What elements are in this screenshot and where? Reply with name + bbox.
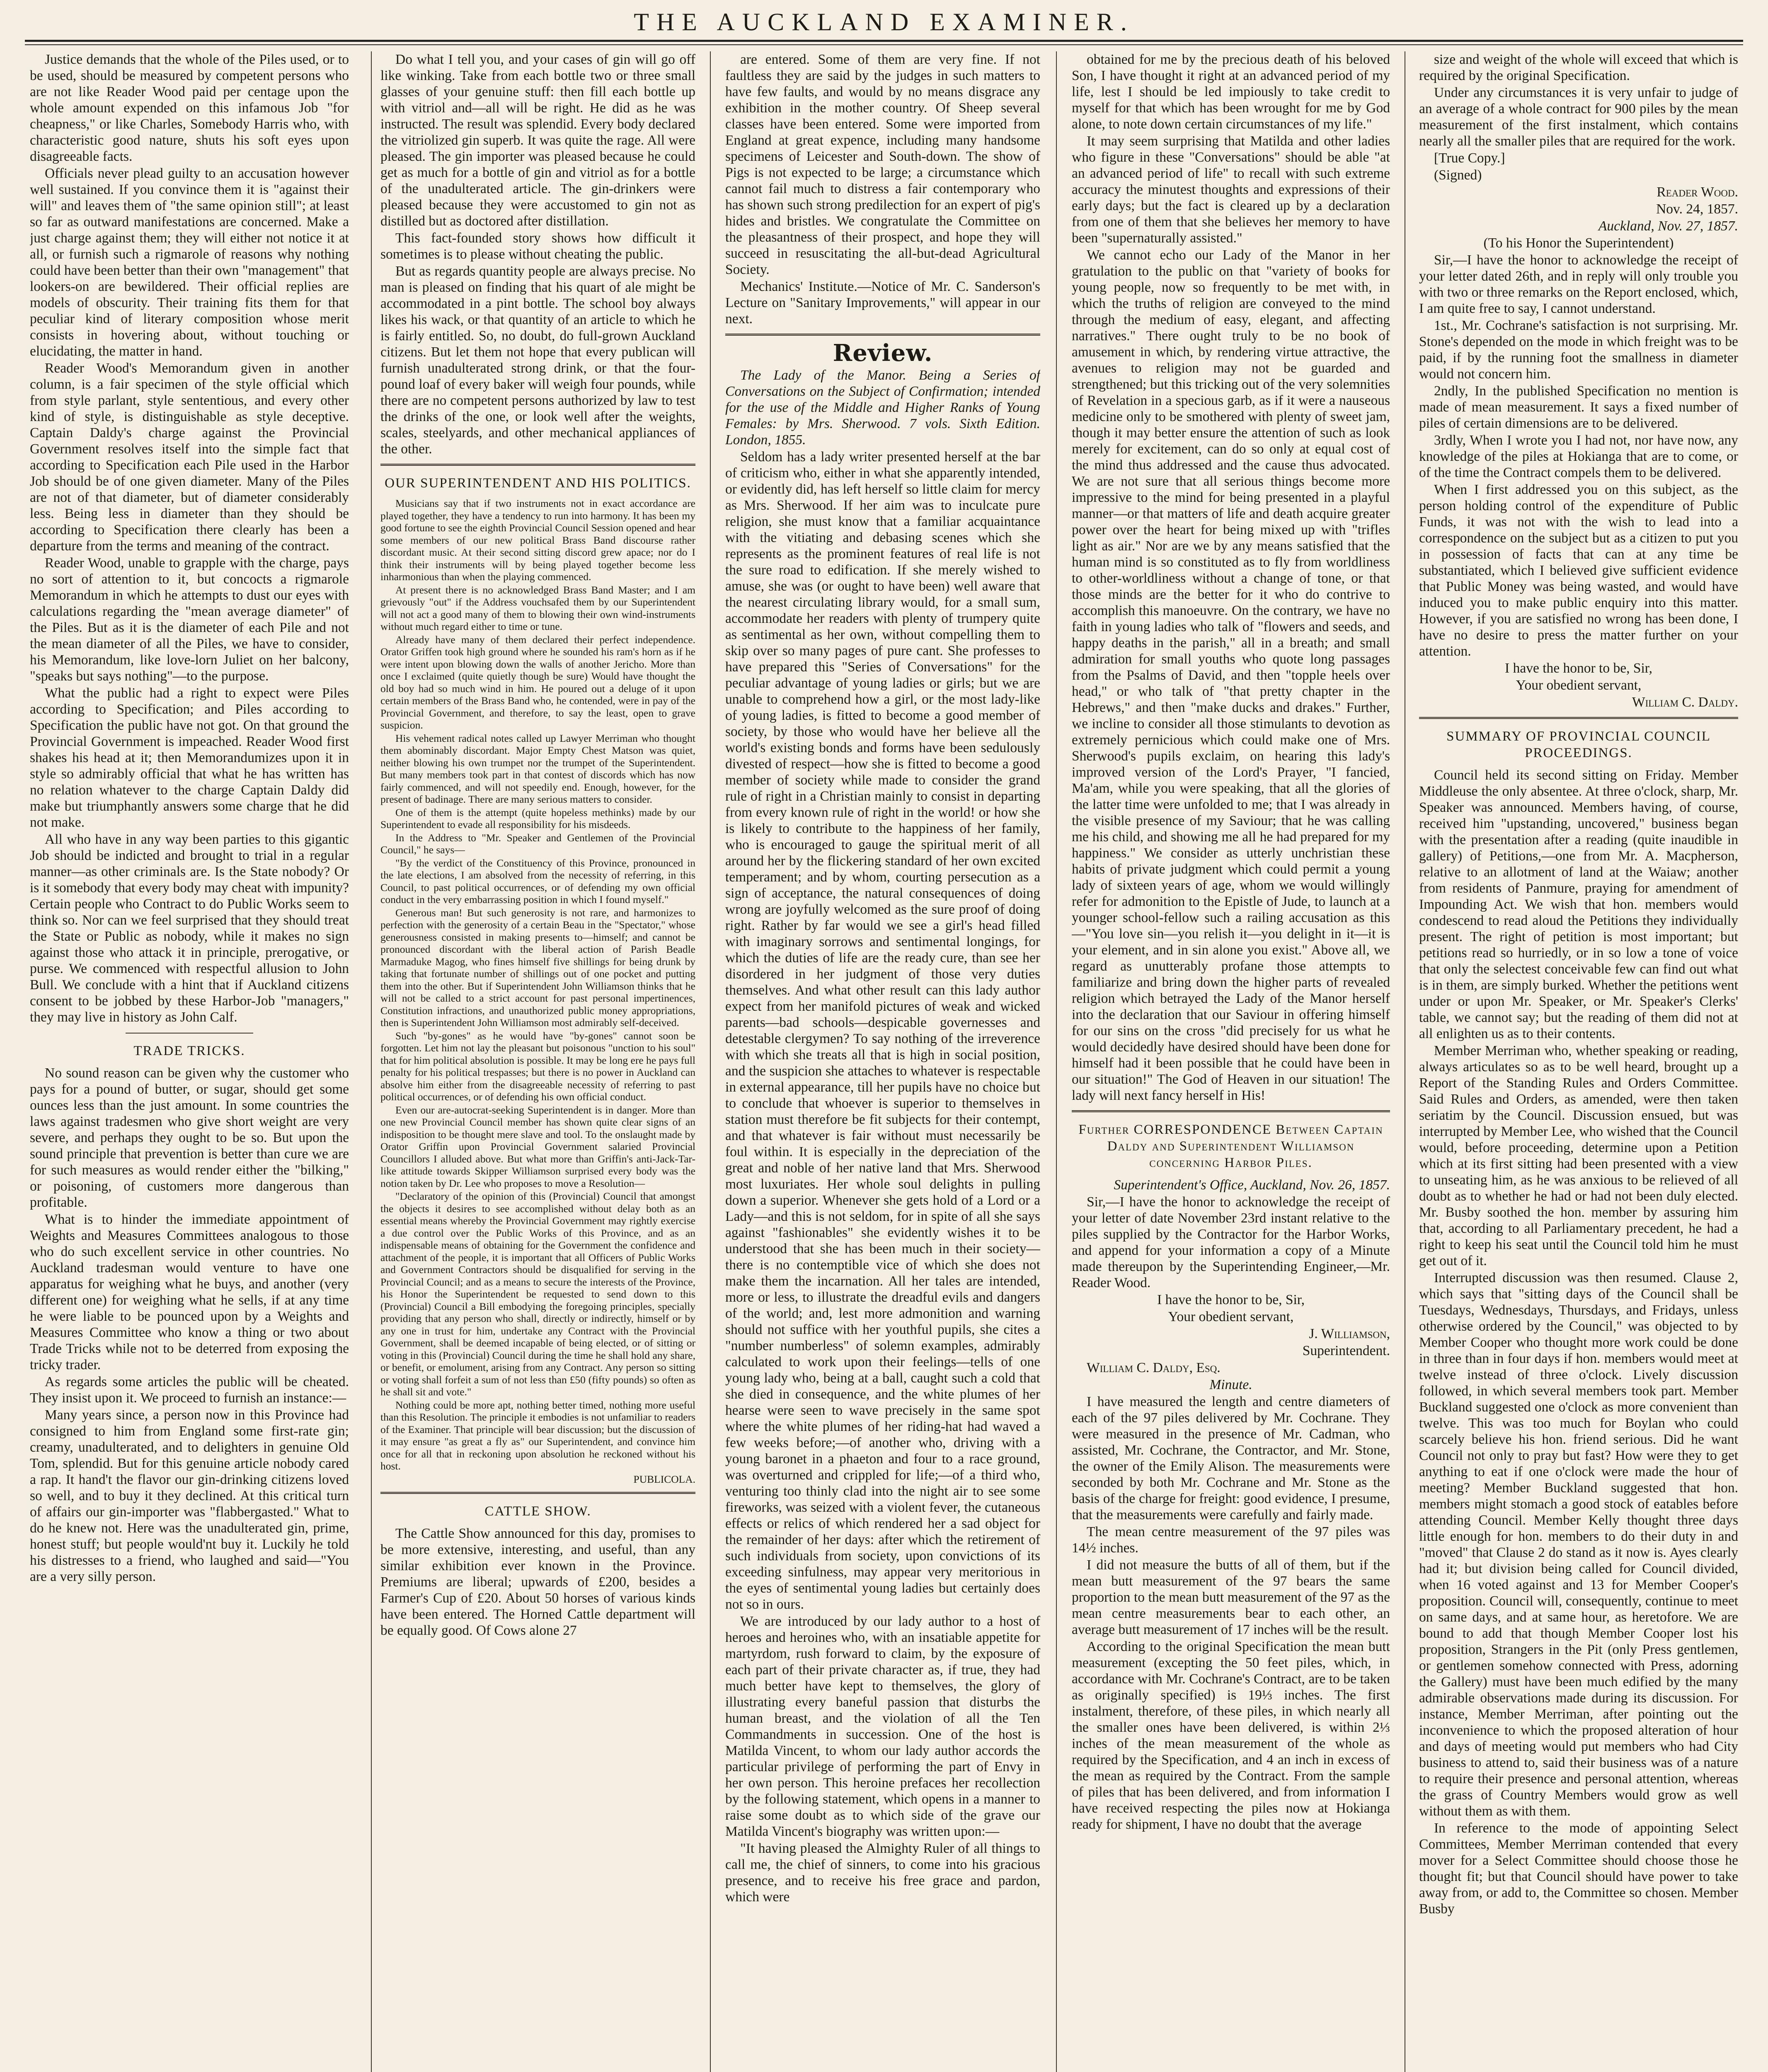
paragraph: Council held its second sitting on Friday. Member Middleuse the only absentee. At three o'clock, sharp, Mr. Speaker was announced. Members having, of course, received him "upstanding, uncovered," business began with the presentation after a reading (quite inaudible in gallery) of Petitions,—one from Mr. A. Macpherson, relative to an allotment of land at the Waiaw; another from residents of Panmure, praying for amendment of Impounding Act. We wish that hon. members would condescend to read aloud the Petitions they individually present. The right of petition is most important; but petitions read so hurriedly, or in so low a tone of voice that only the selectest conceivable few can find out what is in them, are simply burked. Whether the petitions went under or upon Mr. Speaker, or Mr. Speaker's Clerks' table, we cannot say; but the reading of them did not at all enlighten us as to their contents. xyxy=(1419,767,1738,1041)
signature-title: Superintendent. xyxy=(1302,1343,1390,1358)
paragraph: All who have in any way been parties to this gigantic Job should be indicted and brought to trial in a regular manner—as other criminals are. Is the State nobody? Or is it somebody that every body may cheat with impunity? Certain people who Contract to do Public Works seem to think so. Nor can we feel surprised that they should treat the State or Public as nobody, while it makes no sign against those who attack it in principle, prerogative, or purse. We commenced with respectful allusion to John Bull. We conclude with a hint that if Auckland citizens consent to be jobbed by these Harbor-Job "managers," they may live in history as John Calf. xyxy=(30,832,349,1025)
paragraph: This fact-founded story shows how difficult it sometimes is to please without cheating the public. xyxy=(380,230,695,262)
paragraph: 2ndly, In the published Specification no mention is made of mean measurement. It says a fixed number of piles of certain dimensions are to be delivered. xyxy=(1419,383,1738,431)
letter-small-type xyxy=(380,497,695,1485)
paragraph: In the Address to "Mr. Speaker and Gentlemen of the Provincial Council," he says— xyxy=(380,831,695,856)
paragraph: When I first addressed you on this subject, as the person holding control of the expenditure of Public Funds, it was not with the wish to lead into a correspondence on the subject but as a citizen to put you in possession of facts that can at any time be substantiated, which I believed give sufficient evidence that Public Money was being wasted, and would have induced you to make public enquiry into this matter. However, if you are satisfied no wrong has been done, I have no desire to press the matter further on your attention. xyxy=(1419,482,1738,659)
true-copy: [True Copy.] xyxy=(1434,150,1505,166)
section-rule xyxy=(380,1492,695,1494)
section-rule xyxy=(1072,1110,1390,1112)
section-rule xyxy=(1419,717,1738,719)
masthead-rule xyxy=(25,40,1743,45)
paragraph: Seldom has a lady writer presented herself at the bar of criticism who, either in what she apparently intended, or evidently did, has left herself so little claim for mercy as Mrs. Sherwood. If her aim was to inculcate pure religion, she must know that a familiar acquaintance with the vitiating and debasing scenes which she represents as the prominent features of real life is not the sure road to edification. If she merely wished to amuse, she was (or ought to have been) well aware that the nearest circulating library would, for a small sum, accommodate her readers with plenty of trumpery quite as sentimental as her own, without compelling them to skip over so many pages of pure cant. She professes to have prepared this "Series of Conversations" for the peculiar advantage of young ladies or girls; but we are unable to comprehend how a girl, or the most lady-like of young ladies, is fitted to become a good member of society, by those who would have her believe all the world's existing bonds and forms have been sedulously divested of respect—how she is fitted to become a good member of society while made to consider the grand rule of right in a Christian mainly to consist in departing from every known rule of right in the world! or how she is likely to contribute to the happiness of her family, who is encouraged to gauge the spiritual merit of all around her by the flickering standard of her own excited temperament; and by whom, courting persecution as a sign of acceptance, the natural consequences of doing wrong are joyfully welcomed as the sure proof of doing right. Rather by far would we see a girl's head filled with imaginary sorrows and sentimental longings, for which the duties of life are the ready cure, than see her disordered in her judgment of those very duties themselves. And what other result can this lady author expect from her manifold pictures of weak and wicked parents—bad schools—despicable governesses and detestable clergymen? To say nothing of the irreverence with which she treats all that is high in social position, and the suspicion she attaches to whatever is respectable in external appearance, till her pupils have no choice but to conclude that whoever is superior to themselves in station must therefore be fit subjects for their contempt, and that whatever is fair without must necessarily be foul within. It is especially in the depreciation of the great and noble of her native land that Mrs. Sherwood most luxuriates. Her whole soul delights in pulling down a superior. Whenever she gets hold of a Lord or a Lady—and this is not seldom, for in spite of all she says against "fashionables" she evidently wishes it to be understood that she has been much in their society—there is no contemptible vice of which she does not make them the incarnation. All her tales are intended, more or less, to illustrate the dreadful evils and dangers of the world; and, lest more admonition and warning should not suffice with her youthful pupils, she cites a "number numberless" of solemn examples, admirably calculated to work upon their feelings—tells of one young lady who, being at a ball, caught such a cold that she died in consequence, and the white plumes of her hearse were seen to wave precisely in the same spot where the white plumes of her riding-hat had waved a few weeks before;—of another who, driving with a young baronet in a phaeton and four to a race ground, was overturned and crippled for life;—of a third who, venturing too thinly clad into the night air to see some fireworks, was seized with a violent fever, the cutaneous effects or relics of which rendered her a sad object for the remainder of her days: after which the retirement of such individuals from society, upon convictions of its exceeding sinfulness, may appear very meritorious in the eyes of sentimental young ladies but certainly does not so in ours. xyxy=(725,449,1040,1612)
closing: Your obedient servant, xyxy=(1516,678,1642,693)
signature-date: Nov. 24, 1857. xyxy=(1656,201,1738,217)
paragraph: obtained for me by the precious death of his beloved Son, I have thought it right at an advanced period of my life, lest I should be led impiously to take credit to myself for that which has been wrought for me by God alone, to note down certain circumstances of my life." xyxy=(1072,52,1390,132)
signed-label: (Signed) xyxy=(1434,167,1482,183)
signature: William C. Daldy. xyxy=(1632,695,1738,710)
addressee: William C. Daldy, Esq. xyxy=(1087,1360,1221,1375)
paragraph: The mean centre measurement of the 97 piles was 14½ inches. xyxy=(1072,1524,1390,1556)
paragraph: What the public had a right to expect were Piles according to Specification; and Piles according to Specification the public have not got. On that ground the Provincial Government is impeached. Reader Wood first shakes his head at it; then Memorandumizes upon it in style so admirably official that what he has written has no relation whatever to the charge Captain Daldy did make but triumphantly answers some charge that he did not make. xyxy=(30,685,349,830)
minute-heading: Minute. xyxy=(1209,1377,1252,1392)
paragraph: Under any circumstances it is very unfair to judge of an average of a whole contract for 900 piles by the mean measurement of the first instalment, which contains nearly all the smaller piles that are required for the work. xyxy=(1419,85,1738,149)
column-2 xyxy=(380,51,695,2072)
addressee: (To his Honor the Superintendent) xyxy=(1483,235,1674,251)
paragraph: But as regards quantity people are always precise. No man is pleased on finding that his quart of ale might be accommodated in a pint bottle. The school boy always likes his wack, or that quantity of an article to which he is fairly entitled. So, no doubt, do full-grown Auckland citizens. But let them not hope that every publican will furnish unadulterated strong drink, or that the four-pound loaf of every baker will weigh four pounds, while there are no competent persons authorized by law to test the drinks of the one, or look well after the weights, scales, steelyards, and other mechanical appliances of the other. xyxy=(380,264,695,457)
quotation: "It having pleased the Almighty Ruler of all things to call me, the chief of sinners, to come into his gracious presence, and to receive his free grace and pardon, which were xyxy=(725,1841,1040,1905)
paragraph: Mechanics' Institute.—Notice of Mr. C. Sanderson's Lecture on "Sanitary Improvements," will appear in our next. xyxy=(725,279,1040,327)
closing: Your obedient servant, xyxy=(1168,1309,1294,1324)
paragraph: We cannot echo our Lady of the Manor in her gratulation to the public on that "variety of books for young people, now so frequently to be met with, in which the truths of religion are conveyed to the mind through the medium of easy, elegant, and affecting narratives." There ought truly to be no book of amusement in which, by rendering virtue attractive, the avenues to religion may not be guarded and strengthened; but this tricking out of the very solemnities of Revelation in a specious garb, as if it were a nauseous medicine only to be smothered with plenty of sweet jam, though it may better ensure the attention of such as look merely for excitement, can do so only at equal cost of the mind thus addressed and the cause thus advocated. We are not sure that all serious things become more impressive to the mind for being presented in a playful manner—or that matters of life and death acquire greater power over the heart for being mixed up with "trifles light as air." Nor are we by any means satisfied that the human mind is so constituted as to fly from worldliness to other-worldliness without a change of tone, or that those minds are the better for it who do contrive to accomplish this manoeuvre. On the contrary, we have no faith in young ladies who talk of "flowers and seeds, and happy deaths in the parish," all in a breath; and small admiration for small youths who quote long passages from the Psalms of David, and then "topple heels over head," or who talk of "that pretty chapter in the Hebrews," and then "make ducks and drakes." Further, we incline to consider all those stimulants to devotion as extremely pernicious which could make one of Mrs. Sherwood's pupils exclaim, on hearing this lady's improved version of the Lord's Prayer, "I fancied, Ma'am, while you were speaking, that all the glories of the latter time were unfolded to me; that I was already in the visible presence of my Saviour; that he was calling me his child, and showing me all he had prepared for my happiness." We consider as utterly unchristian these habits of private judgment which could permit a young lady of sixteen years of age, whom we would willingly refer for admonition to the Epistle of Jude, to launch at a younger school-fellow such a railing accusation as this—"You love sin—you relish it—you delight in it—it is your element, and in sin alone you exist." Above all, we regard as unutterably profane those attempts to familiarize and bring down the higher parts of revealed religion which betrayed the Lady of the Manor herself into the declaration that our Saviour in offering himself for our sins on the cross "did precisely for us what he would decidedly have desired should have been done for himself had it been possible that he could have been in our situation!" The God of Heaven in our situation! The lady will next fancy herself in His! xyxy=(1072,247,1390,1103)
quotation: "By the verdict of the Constituency of this Province, pronounced in the late elections, I am absolved from the necessity of referring, in this Council, to past political occurrences, or of defending my own official conduct in the very embarrassing position in which I found myself." xyxy=(380,857,695,905)
paragraph: Interrupted discussion was then resumed. Clause 2, which says that "sitting days of the Council shall be Tuesdays, Wednesdays, Thursdays, and Fridays, unless otherwise ordered by the Council," was objected to by Member Cooper who thought more work could be done in three than in four days if hon. members would meet at twelve instead of three o'clock. Lively discussion followed, in which several members took part. Member Buckland suggested one o'clock as more convenient than twelve. This was too much for Boylan who could scarcely believe his hon. friend serious. Did he want Council not only to pray but fast? How were they to get anything to eat if one o'clock were made the hour of meeting? Member Buckland suggested that hon. members might stomach a good stock of eatables before attending Council. Member Kelly thought three days little enough for hon. members to do their duty in and "moved" that Clause 2 do stand as it now is. Ayes clearly had it; but division being called for Council divided, when 16 voted against and 13 for Member Cooper's proposition. Council will, consequently, continue to meet on same days, and at same hour, as heretofore. We are bound to add that though Member Cooper lost his proposition, Strangers in the Pit (only Press gentlemen, or gentlemen somehow connected with Press, adorning the Gallery) must have been much edified by the many admirable observations made during its discussion. For instance, Member Merriman, after pointing out the inconvenience to which the proposed alteration of hour and days of meeting would put members who had City business to attend to, said their business was of a nature to require their presence and personal attention, whereas the grass of Country Members would grow as well without them as with them. xyxy=(1419,1270,1738,1819)
masthead: THE AUCKLAND EXAMINER. xyxy=(634,8,1134,36)
paragraph: Such "by-gones" as he would have "by-gones" cannot soon be forgotten. Let him not lay the pleasant but poisonous "unction to his soul" that for him political absolution is possible. It may be long ere he pays full penalty for his political trespasses; but there is no power in Auckland can absolve him either from the disagreeable necessity of referring to past political occurrences, or of defending his own official conduct. xyxy=(380,1029,695,1103)
column-divider xyxy=(710,51,711,2072)
paragraph: Reader Wood's Memorandum given in another column, is a fair specimen of the style official which from style parlant, style sententious, and every other kind of style, is distinguishable as style deceptive. Captain Daldy's charge against the Provincial Government resolves itself into the simple fact that according to Specification each Pile used in the Harbor Job should be of one given diameter. Many of the Piles are not of that diameter, but of diameter considerably less. Being less in diameter than they should be according to Specification there clearly has been a departure from the terms and meaning of the contract. xyxy=(30,361,349,554)
paragraph: According to the original Specification the mean butt measurement (excepting the 50 feet piles, which, in accordance with Mr. Cochrane's Contract, are to be taken as originally specified) is 19⅓ inches. The first instalment, therefore, of these piles, in which nearly all the smaller ones have been delivered, is within 2⅓ inches of the mean measurement of the whole as required by the Specification, and 4 an inch in excess of the mean as required by the Contract. From the sample of piles that has been delivered, and from information I have received respecting the piles now at Hokianga ready for shipment, I have no doubt that the average xyxy=(1072,1639,1390,1832)
paragraph: Nothing could be more apt, nothing better timed, nothing more useful than this Resolution. The principle it embodies is not unfamiliar to readers of the Examiner. That principle will bear discussion; but the discussion of it may ensure "as great a fly as" our Superintendent, and convince him once for all that in reckoning upon absolution he reckoned without his host. xyxy=(380,1399,695,1472)
column-3 xyxy=(725,51,1040,2072)
signature: J. Williamson, xyxy=(1309,1326,1390,1341)
paragraph: Already have many of them declared their perfect independence. Orator Griffen took high ground where he sounded his ram's horn as if he were intent upon blowing down the walls of another Jericho. More than once I exclaimed (quite quietly though be sure) Would have thought the old boy had so much wind in him. He poured out a deluge of it upon certain members of the Brass Band who, he contended, were in pay of the Provincial Government, and therefore, to say the least, open to grave suspicion. xyxy=(380,633,695,731)
paragraph: At present there is no acknowledged Brass Band Master; and I am grievously "out" if the Address vouchsafed them by our Superintendent will not act a good many of them to blowing their own wind-instruments without much regard either to time or tune. xyxy=(380,583,695,632)
paragraph: Sir,—I have the honor to acknowledge the receipt of your letter dated 26th, and in reply will only trouble you with two or three remarks on the Report enclosed, which, I am quite free to say, I cannot understand. xyxy=(1419,252,1738,316)
paragraph: Do what I tell you, and your cases of gin will go off like winking. Take from each bottle two or three small glasses of your genuine stuff: then fill each bottle up with vitriol and—all will be right. He did as he was instructed. The result was splendid. Every body declared the vitriolized gin superb. It was quite the rage. All were pleased. The gin importer was pleased because he could get as much for a bottle of gin and vitriol as for a bottle of the unadulterated article. The gin-drinkers were pleased because they were accustomed to gin not as distilled but as doctored after distillation. xyxy=(380,52,695,229)
paragraph: 3rdly, When I wrote you I had not, nor have now, any knowledge of the piles at Hokianga that are to come, or of the time the Contract compels them to be delivered. xyxy=(1419,433,1738,480)
paragraph: We are introduced by our lady author to a host of heroes and heroines who, with an insatiable appetite for martyrdom, rush forward to claim, by the exposure of each part of their private character as, if true, they had much better have kept to themselves, the glory of illustrating every baneful passion that disturbs the human breast, and the violation of all the Ten Commandments in succession. One of the host is Matilda Vincent, to whom our lady author accords the particular privilege of performing the part of Envy in her own person. This heroine prefaces her recollection by the following statement, which opens in a manner to raise some doubt as to which side of the grave our Matilda Vincent's biography was written upon:— xyxy=(725,1614,1040,1839)
headline-trade-tricks: TRADE TRICKS. xyxy=(133,1043,245,1058)
paragraph: Justice demands that the whole of the Piles used, or to be used, should be measured by competent persons who are not like Reader Wood paid per centage upon the whole amount expended on this infamous Job "for cheapness," or like Charles, Somebody Harris who, with characteristic good nature, shuts his soft eyes upon disagreeable facts. xyxy=(30,52,349,164)
headline-superintendent: OUR SUPERINTENDENT AND HIS POLITICS. xyxy=(385,476,691,491)
headline-cattle-show: CATTLE SHOW. xyxy=(484,1504,591,1519)
paragraph: Officials never plead guilty to an accusation however well sustained. If you convince them it is "against their will" and leaves them of "the same opinion still"; at least so far as outward manifestations are concerned. Make a just charge against them; they will either not notice it at all, or furnish such a rigmarole of reasons why nothing could have been better than their own "management" that lookers-on are bewildered. Their official replies are models of obscurity. Their training fits them for that peculiar kind of literary composition whose merit consists in hovering about, without touching or elucidating, the matter in hand. xyxy=(30,166,349,359)
column-divider xyxy=(371,51,372,2072)
paragraph: I did not measure the butts of all of them, but if the mean butt measurement of the 97 bears the same proportion to the mean butt measurement of the 97 as the mean centre measurements bear to each other, an average butt measurement of 17 inches will be the result. xyxy=(1072,1557,1390,1637)
column-4 xyxy=(1072,51,1390,2072)
paragraph: Many years since, a person now in this Province had consigned to him from England some first-rate gin; creamy, unadulterated, and to delighters in genuine Old Tom, splendid. But for this genuine article nobody cared a rap. It hand't the flavor our gin-drinking citizens loved so well, and to buy it they declined. At this critical turn of affairs our gin-importer was "flabbergasted." What to do he knew not. Here was the unadulterated gin, prime, honest stuff; but people would'nt buy it. Luckily he told his distresses to a friend, who laughed and said—"You are a very silly person. xyxy=(30,1407,349,1584)
paragraph: size and weight of the whole will exceed that which is required by the original Specification. xyxy=(1419,52,1738,83)
paragraph: Musicians say that if two instruments not in exact accordance are played together, they have a tendency to run into harmony. It has been my good fortune to see the eighth Provincial Council Session opened and hear some members of our new political Brass Band discourse rather discordant music. At their second sitting discord grew apace; nor do I think their instruments will by being played together become less inharmonious than when the playing commenced. xyxy=(380,497,695,583)
paragraph: No sound reason can be given why the customer who pays for a pound of butter, or sugar, should get some ounces less than the just amount. In some countries the laws against tradesmen who give short weight are very severe, and perhaps they ought to be so. But upon the sound principle that prevention is better than cure we are for such measures as would render either the "bilking," or poisoning, of customers more dangerous than profitable. xyxy=(30,1065,349,1210)
paragraph: As regards some articles the public will be cheated. They insist upon it. We proceed to furnish an instance:— xyxy=(30,1374,349,1406)
paragraph: I have measured the length and centre diameters of each of the 97 piles delivered by Mr. Cochrane. They were measured in the presence of Mr. Cadman, who assisted, Mr. Cochrane, the Contractor, and Mr. Stone, the owner of the Emily Alison. The measurements were seconded by both Mr. Cochrane and Mr. Stone as the basis of the charge for freight: good evidence, I presume, that the measurements were carefully and fairly made. xyxy=(1072,1394,1390,1523)
paragraph: In reference to the mode of appointing Select Committees, Member Merriman contended that every mover for a Select Committee should choose those he thought fit; but that Council should have power to take away from, or add to, the Committee so chosen. Member Busby xyxy=(1419,1820,1738,1917)
headline-correspondence: Further CORRESPONDENCE Between Captain Daldy and Superintendent Williamson concerning Harbor Piles. xyxy=(1078,1122,1383,1170)
section-rule xyxy=(725,334,1040,336)
paragraph: His vehement radical notes called up Lawyer Merriman who thought them abominably discordant. Major Empty Chest Matson was quiet, neither blowing his own trumpet nor the trumpet of the Superintendent. But many members took part in that contest of discords which has now fairly commenced, and will not speedily end. Enough, however, for the present of badinage. There are many serious matters to consider. xyxy=(380,732,695,805)
book-title: The Lady of the Manor. Being a Series of Conversations on the Subject of Confirmation; intended for the use of the Middle and Higher Ranks of Young Females: by Mrs. Sherwood. 7 vols. Sixth Edition. London, 1855. xyxy=(725,368,1040,448)
section-rule xyxy=(126,1033,253,1034)
section-rule xyxy=(380,464,695,466)
quotation: "Declaratory of the opinion of this (Provincial) Council that amongst the objects it desires to see accomplished without delay both as an essential means whereby the Provincial Government may rightly exercise a due control over the Public Works of this Province, and as an indispensable means of obtaining for the Government the confidence and attachment of the people, it is important that all Officers of Public Works and Government Contractors should be disqualified for serving in the Provincial Council; and as a means to secure the interests of the Province, his Honor the Superintendent be requested to send down to this (Provincial) Council a Bill embodying the foregoing principles, specially providing that any person who shall, directly or indirectly, himself or by any one in trust for him, undertake any Contract with the Provincial Government, shall be deemed incapable of being elected, or of sitting or voting in this (Provincial) Council during the time he shall hold any share, or benefit, or emolument, arising from any Contract. Any person so sitting or voting shall forfeit a sum of not less than £50 (fifty pounds) so often as he shall sit and vote." xyxy=(380,1190,695,1398)
paragraph: What is to hinder the immediate appointment of Weights and Measures Committees analogous to those who do such excellent service in other countries. No Auckland tradesman would venture to have one apparatus for weighing what he buys, and another (very different one) for weighing what he sells, if at any time he were liable to be pounced upon by a Weights and Measures Committee who know a thing or two about Trade Tricks while not to be deterred from exposing the tricky trader. xyxy=(30,1212,349,1372)
paragraph: Sir,—I have the honor to acknowledge the receipt of your letter of date November 23rd instant relative to the piles supplied by the Contractor for the Harbor Works, and append for your information a copy of a Minute made thereupon by the Superintending Engineer,—Mr. Reader Wood. xyxy=(1072,1194,1390,1290)
signature: PUBLICOLA. xyxy=(633,1473,695,1485)
paragraph: Member Merriman who, whether speaking or reading, always articulates so as to be well heard, brought up a Report of the Standing Rules and Orders Committee. Said Rules and Orders, as amended, were then taken seriatim by the Council. Discussion ensued, but was interrupted by Member Lee, who wished that the Council would, before proceeding, determine upon a Petition which at its first sitting had been presented with a view to unseating him, as he was anxious to be relieved of all doubt as to whether he had or had not been duly elected. Mr. Busby soothed the hon. member by assuring him that, according to all Parliamentary precedent, he had a right to keep his seat until the Council told him he must get out of it. xyxy=(1419,1043,1738,1268)
paragraph: are entered. Some of them are very fine. If not faultless they are said by the judges in such matters to have few faults, and would by no means disgrace any exhibition in the mother country. Of Sheep several classes have been entered. Some were imported from England at great expence, including many handsome specimens of Leicester and South-down. The show of Pigs is not expected to be large; a circumstance which cannot fail much to distress a fair contemporary who has shown such strong predilection for an expert of pig's hides and bristles. We congratulate the Committee on the pleasantness of their prospect, and hope they will succeed in resuscitating the all-but-dead Agricultural Society. xyxy=(725,52,1040,277)
paragraph: Even our are-autocrat-seeking Superintendent is in danger. More than one new Provincial Council member has shown quite clear signs of an indisposition to be thought mere slave and tool. To the onslaught made by Orator Griffin upon Provincial Government salaried Provincial Councillors I alluded above. But what more than Griffin's anti-Jack-Tar-like attitude towards Skipper Williamson surprised every body was the notion taken by Dr. Lee who proposes to move a Resolution— xyxy=(380,1104,695,1189)
paragraph: 1st., Mr. Cochrane's satisfaction is not surprising. Mr. Stone's depended on the mode in which freight was to be paid, if by the running foot the smallness in diameter would not concern him. xyxy=(1419,318,1738,382)
closing: I have the honor to be, Sir, xyxy=(1157,1292,1305,1307)
paragraph: Reader Wood, unable to grapple with the charge, pays no sort of attention to it, but concocts a rigmarole Memorandum in which he attempts to dust our eyes with calculations regarding the "mean average diameter" of the Piles. But as it is the diameter of each Pile and not the mean diameter of all the Piles, we have to consider, his Memorandum, like love-lorn Juliet on her balcony, "speaks but says nothing"—to the purpose. xyxy=(30,555,349,684)
dateline: Superintendent's Office, Auckland, Nov. 26, 1857. xyxy=(1114,1177,1390,1193)
headline-summary: SUMMARY OF PROVINCIAL COUNCIL PROCEEDINGS. xyxy=(1446,729,1711,760)
paragraph: The Cattle Show announced for this day, promises to be more extensive, interesting, and useful, than any similar exhibition ever known in the Province. Premiums are liberal; upwards of £200, besides a Farmer's Cup of £20. About 50 horses of various kinds have been entered. The Horned Cattle department will be equally good. Of Cows alone 27 xyxy=(380,1526,695,1638)
column-5 xyxy=(1419,51,1738,2072)
signature: Reader Wood. xyxy=(1657,184,1738,200)
column-divider xyxy=(1056,51,1057,2072)
paragraph: Generous man! But such generosity is not rare, and harmonizes to perfection with the generosity of a certain Beau in the "Spectator," whose generousness consisted in making presents to—himself; and cannot be pronounced discordant with the liberal action of Parish Beadle Marmaduke Magog, who fines himself five shillings for being drunk by taking that fortunate number of shillings out of one pocket and putting them into the other. But if Superintendent John Williamson thinks that he will not be called to a strict account for past personal impertinences, Constitution infractions, and unauthorized public money appropriations, then is Superintendent John Williamson most admirably self-deceived. xyxy=(380,906,695,1029)
dateline: Auckland, Nov. 27, 1857. xyxy=(1598,218,1738,234)
paragraph: It may seem surprising that Matilda and other ladies who figure in these "Conversations" should be able "at an advanced period of life" to recall with such extreme accuracy the minutest thoughts and expressions of their early days; but the fact is cleared up by a declaration from one of them that she believes her memory to have been "supernaturally assisted." xyxy=(1072,133,1390,246)
column-1 xyxy=(30,51,349,2072)
paragraph: One of them is the attempt (quite hopeless methinks) made by our Superintendent to evade all responsibility for his misdeeds. xyxy=(380,806,695,830)
closing: I have the honor to be, Sir, xyxy=(1505,661,1652,676)
headline-review: Review. xyxy=(833,339,933,367)
